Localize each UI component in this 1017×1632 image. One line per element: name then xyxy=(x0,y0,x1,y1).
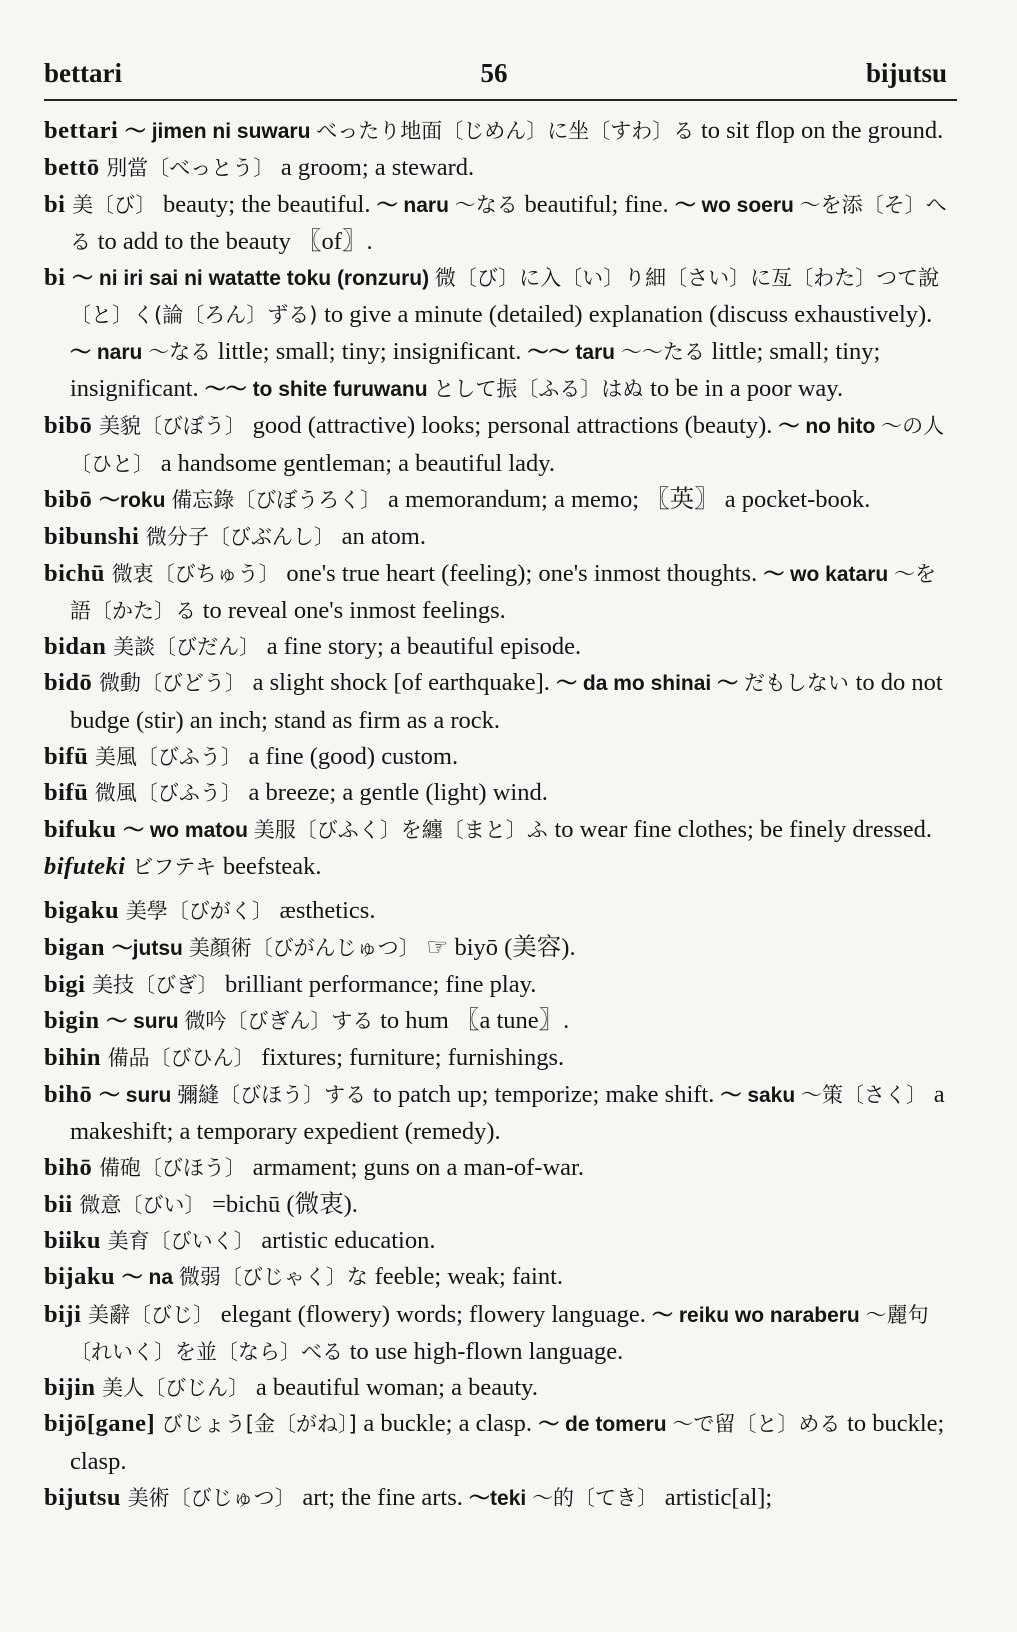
entry-list xyxy=(44,113,957,1517)
headword: bihō xyxy=(44,1154,99,1182)
dictionary-entry xyxy=(44,849,957,885)
japanese-text: 彌縫〔びほう〕する xyxy=(177,1082,373,1107)
romaji-phrase: ～ da mo shinai ～ xyxy=(556,672,744,696)
romaji-phrase: ～ wo kataru xyxy=(763,562,895,586)
definition-text: fixtures; furniture; furnishings. xyxy=(261,1044,565,1072)
definition-text: a handsome gentleman; a beautiful lady. xyxy=(160,449,556,477)
romaji-phrase: ～ wo matou xyxy=(123,818,254,842)
japanese-text: ～麗句〔れいく〕を並〔なら〕べる xyxy=(70,1302,929,1364)
japanese-text: 美育〔びいく〕 xyxy=(107,1228,262,1253)
japanese-text: 美服〔びふく〕を纏〔まと〕ふ xyxy=(253,817,555,842)
japanese-text: 美顏術〔びがんじゅつ〕 xyxy=(188,935,427,960)
headword: biji xyxy=(44,1300,89,1328)
dictionary-entry xyxy=(44,1223,957,1259)
definition-text: an atom. xyxy=(341,523,426,551)
japanese-text: ～策〔さく〕 xyxy=(801,1082,934,1107)
japanese-text: 美技〔びぎ〕 xyxy=(92,972,226,997)
romaji-phrase: ～ ni iri sai ni watatte toku (ronzuru) xyxy=(72,267,435,291)
headword: bifuteki xyxy=(44,852,133,880)
definition-text: to sit flop on the ground. xyxy=(700,117,944,144)
definition-text: brilliant performance; fine play. xyxy=(225,970,537,998)
romaji-phrase: ～teki xyxy=(469,1486,533,1510)
japanese-text: 微風〔びふう〕 xyxy=(94,781,249,806)
romaji-phrase: ～ wo soeru xyxy=(674,193,800,217)
japanese-text: ～を語〔かた〕る xyxy=(70,561,937,623)
dictionary-entry xyxy=(44,113,957,150)
definition-text: a fine story; a beautiful episode. xyxy=(266,633,582,661)
headword: bifuku xyxy=(44,815,124,843)
definition-text: feeble; weak; faint. xyxy=(374,1263,564,1291)
definition-text: art; the fine arts. xyxy=(302,1483,470,1511)
definition-text: little; small; tiny; insignificant. xyxy=(217,337,528,365)
definition-text: one's true heart (feeling); one's inmost thoughts. xyxy=(286,559,764,587)
japanese-text: ビフテキ xyxy=(132,854,223,879)
romaji-phrase: ～～ taru xyxy=(527,340,621,364)
japanese-text: びじょう[金〔がね〕] xyxy=(161,1412,364,1437)
definition-text: a beautiful woman; a beauty. xyxy=(255,1374,538,1402)
definition-text: a groom; a steward. xyxy=(280,154,475,182)
japanese-text: 微分子〔びぶんし〕 xyxy=(145,525,342,550)
headword: bijō[gane] xyxy=(44,1410,162,1438)
romaji-phrase: ～ jimen ni suwaru xyxy=(124,120,317,143)
japanese-text: 美術〔びじゅつ〕 xyxy=(127,1485,303,1510)
dictionary-entry xyxy=(44,1259,957,1296)
romaji-phrase: ～ na xyxy=(121,1266,179,1290)
dictionary-entry xyxy=(44,775,957,811)
japanese-text: として振〔ふる〕はぬ xyxy=(433,377,651,402)
headword: bi xyxy=(44,190,73,218)
japanese-text: 微吟〔びぎん〕する xyxy=(184,1009,381,1034)
romaji-phrase: ～ de tomeru xyxy=(538,1413,673,1437)
headword: bijin xyxy=(44,1374,103,1402)
definition-text: a fine (good) custom. xyxy=(248,743,459,771)
headword: bibō xyxy=(44,412,99,440)
dictionary-entry xyxy=(44,739,957,775)
dictionary-entry xyxy=(44,1406,957,1480)
headword: bifū xyxy=(44,779,95,807)
japanese-text: ～～たる xyxy=(620,339,712,364)
dictionary-entry xyxy=(44,1370,957,1406)
dictionary-entry xyxy=(44,519,957,555)
definition-text: beautiful; fine. xyxy=(524,190,675,218)
headword: bihin xyxy=(44,1044,108,1072)
definition-text: æsthetics. xyxy=(279,897,376,925)
headword: bibō xyxy=(44,485,99,513)
dictionary-entry xyxy=(44,187,957,261)
japanese-text: 微意〔びい〕 xyxy=(79,1192,213,1217)
headword: biiku xyxy=(44,1226,108,1254)
definition-text: armament; guns on a man-of-war. xyxy=(252,1154,584,1182)
japanese-text: 備品〔びひん〕 xyxy=(107,1046,262,1071)
dictionary-entry xyxy=(44,930,957,967)
dictionary-entry xyxy=(44,408,957,482)
definition-text: to add to the beauty 〖of〗. xyxy=(97,227,373,255)
dictionary-entry xyxy=(44,556,957,630)
headword: bijutsu xyxy=(44,1483,128,1511)
headword: bichū xyxy=(44,559,112,587)
romaji-phrase: ～ reiku wo naraberu xyxy=(652,1303,866,1327)
definition-text: little; small; tiny; insignificant. xyxy=(70,337,881,403)
japanese-text: 美辭〔びじ〕 xyxy=(88,1302,221,1327)
dictionary-entry xyxy=(44,967,957,1003)
header-right-guideword: bijutsu xyxy=(865,58,947,88)
romaji-phrase: ～jutsu xyxy=(111,936,189,960)
japanese-text: 美風〔びふう〕 xyxy=(94,745,249,770)
japanese-text: べったり地面〔じめん〕に坐〔すわ〕る xyxy=(316,119,701,143)
definition-text: =bichū (微衷). xyxy=(212,1190,358,1218)
definition-text: beefsteak. xyxy=(222,852,322,880)
headword: bidan xyxy=(44,633,114,661)
dictionary-entry xyxy=(44,1150,957,1186)
japanese-text: 備砲〔びほう〕 xyxy=(98,1156,253,1181)
japanese-text: 備忘錄〔びぼうろく〕 xyxy=(171,487,388,512)
dictionary-entry xyxy=(44,150,957,186)
definition-text: artistic[al]; xyxy=(664,1483,773,1511)
definition-text: a buckle; a clasp. xyxy=(363,1410,539,1438)
definition-text: beauty; the beautiful. xyxy=(162,190,377,218)
romaji-phrase: ～ naru xyxy=(70,340,149,364)
definition-text: to hum 〖a tune〗. xyxy=(380,1007,570,1035)
headword: bijaku xyxy=(44,1263,122,1291)
japanese-text: 美人〔びじん〕 xyxy=(102,1376,256,1401)
japanese-text: 微動〔びどう〕 xyxy=(98,671,253,696)
japanese-text: ～なる xyxy=(148,339,218,364)
headword: bidō xyxy=(44,669,99,697)
dictionary-entry xyxy=(44,665,957,739)
headword: bigi xyxy=(44,970,93,998)
headword: bifū xyxy=(44,743,95,771)
dictionary-entry xyxy=(44,893,957,929)
headword: bihō xyxy=(44,1080,99,1108)
japanese-text: 微〔び〕に入〔い〕り細〔さい〕に亙〔わた〕つて說〔と〕く(論〔ろん〕ずる) xyxy=(70,266,940,328)
japanese-text: 美談〔びだん〕 xyxy=(113,635,267,660)
dictionary-entry xyxy=(44,1003,957,1040)
definition-text: a breeze; a gentle (light) wind. xyxy=(248,779,548,807)
japanese-text: 微弱〔びじゃく〕な xyxy=(178,1265,375,1290)
definition-text: to use high-flown language. xyxy=(349,1337,624,1365)
page-number: 56 xyxy=(480,58,508,88)
page-header xyxy=(44,58,957,101)
headword: bigin xyxy=(44,1007,107,1035)
romaji-phrase: ～～ to shite furuwanu xyxy=(204,378,434,402)
definition-text: elegant (flowery) words; flowery language. xyxy=(220,1300,653,1328)
japanese-text: 美貌〔びぼう〕 xyxy=(98,414,253,439)
japanese-text: ～で留〔と〕める xyxy=(672,1412,848,1437)
definition-text: ☞ biyō (美容). xyxy=(426,933,576,961)
headword: bi xyxy=(44,264,73,292)
definition-text: a slight shock [of earthquake]. xyxy=(252,669,557,697)
japanese-text: 別當〔べっとう〕 xyxy=(106,156,281,181)
romaji-phrase: ～ no hito xyxy=(778,415,882,439)
japanese-text: ～なる xyxy=(454,192,525,217)
definition-text: to wear fine clothes; be finely dressed. xyxy=(554,815,933,843)
japanese-text: ～の人〔ひと〕 xyxy=(70,414,945,476)
romaji-phrase: ～ saku xyxy=(720,1083,802,1107)
definition-text: to do not budge (stir) an inch; stand as firm as a rock. xyxy=(70,669,943,734)
header-left-guideword: bettari xyxy=(44,58,122,88)
japanese-text: だもしない xyxy=(743,671,856,696)
romaji-phrase: ～ naru xyxy=(376,193,455,217)
spacer xyxy=(44,885,957,893)
headword: bigaku xyxy=(44,897,126,925)
japanese-text: ～的〔てき〕 xyxy=(532,1485,665,1510)
headword: bettari xyxy=(44,117,125,144)
dictionary-entry xyxy=(44,812,957,849)
dictionary-entry xyxy=(44,1077,957,1151)
romaji-phrase: ～ suru xyxy=(106,1010,185,1034)
definition-text: to reveal one's inmost feelings. xyxy=(202,596,506,624)
dictionary-entry xyxy=(44,1480,957,1517)
definition-text: a makeshift; a temporary expedient (remedy). xyxy=(70,1080,945,1146)
dictionary-entry xyxy=(44,260,957,408)
definition-text: to be in a poor way. xyxy=(650,375,844,403)
romaji-phrase: ～ suru xyxy=(98,1083,178,1107)
headword: bigan xyxy=(44,933,112,961)
dictionary-entry xyxy=(44,482,957,519)
headword: bettō xyxy=(44,154,107,182)
headword: bibunshi xyxy=(44,523,146,551)
dictionary-entry xyxy=(44,1040,957,1076)
definition-text: to give a minute (detailed) explanation (discuss exhaustively). xyxy=(324,301,933,329)
japanese-text: ～を添〔そ〕へる xyxy=(70,192,947,254)
dictionary-entry xyxy=(44,629,957,665)
definition-text: to buckle; clasp. xyxy=(70,1410,945,1475)
japanese-text: 微衷〔びちゅう〕 xyxy=(111,561,287,586)
headword: bii xyxy=(44,1190,80,1218)
japanese-text: 美學〔びがく〕 xyxy=(125,899,280,924)
definition-text: to patch up; temporize; make shift. xyxy=(372,1080,721,1108)
definition-text: a memorandum; a memo; 〖英〗 a pocket-book. xyxy=(387,485,871,513)
definition-text: artistic education. xyxy=(261,1226,436,1254)
dictionary-entry xyxy=(44,1187,957,1223)
japanese-text: 美〔び〕 xyxy=(72,192,163,217)
romaji-phrase: ～roku xyxy=(98,488,172,512)
definition-text: good (attractive) looks; personal attractions (beauty). xyxy=(252,412,779,440)
dictionary-entry xyxy=(44,1297,957,1371)
